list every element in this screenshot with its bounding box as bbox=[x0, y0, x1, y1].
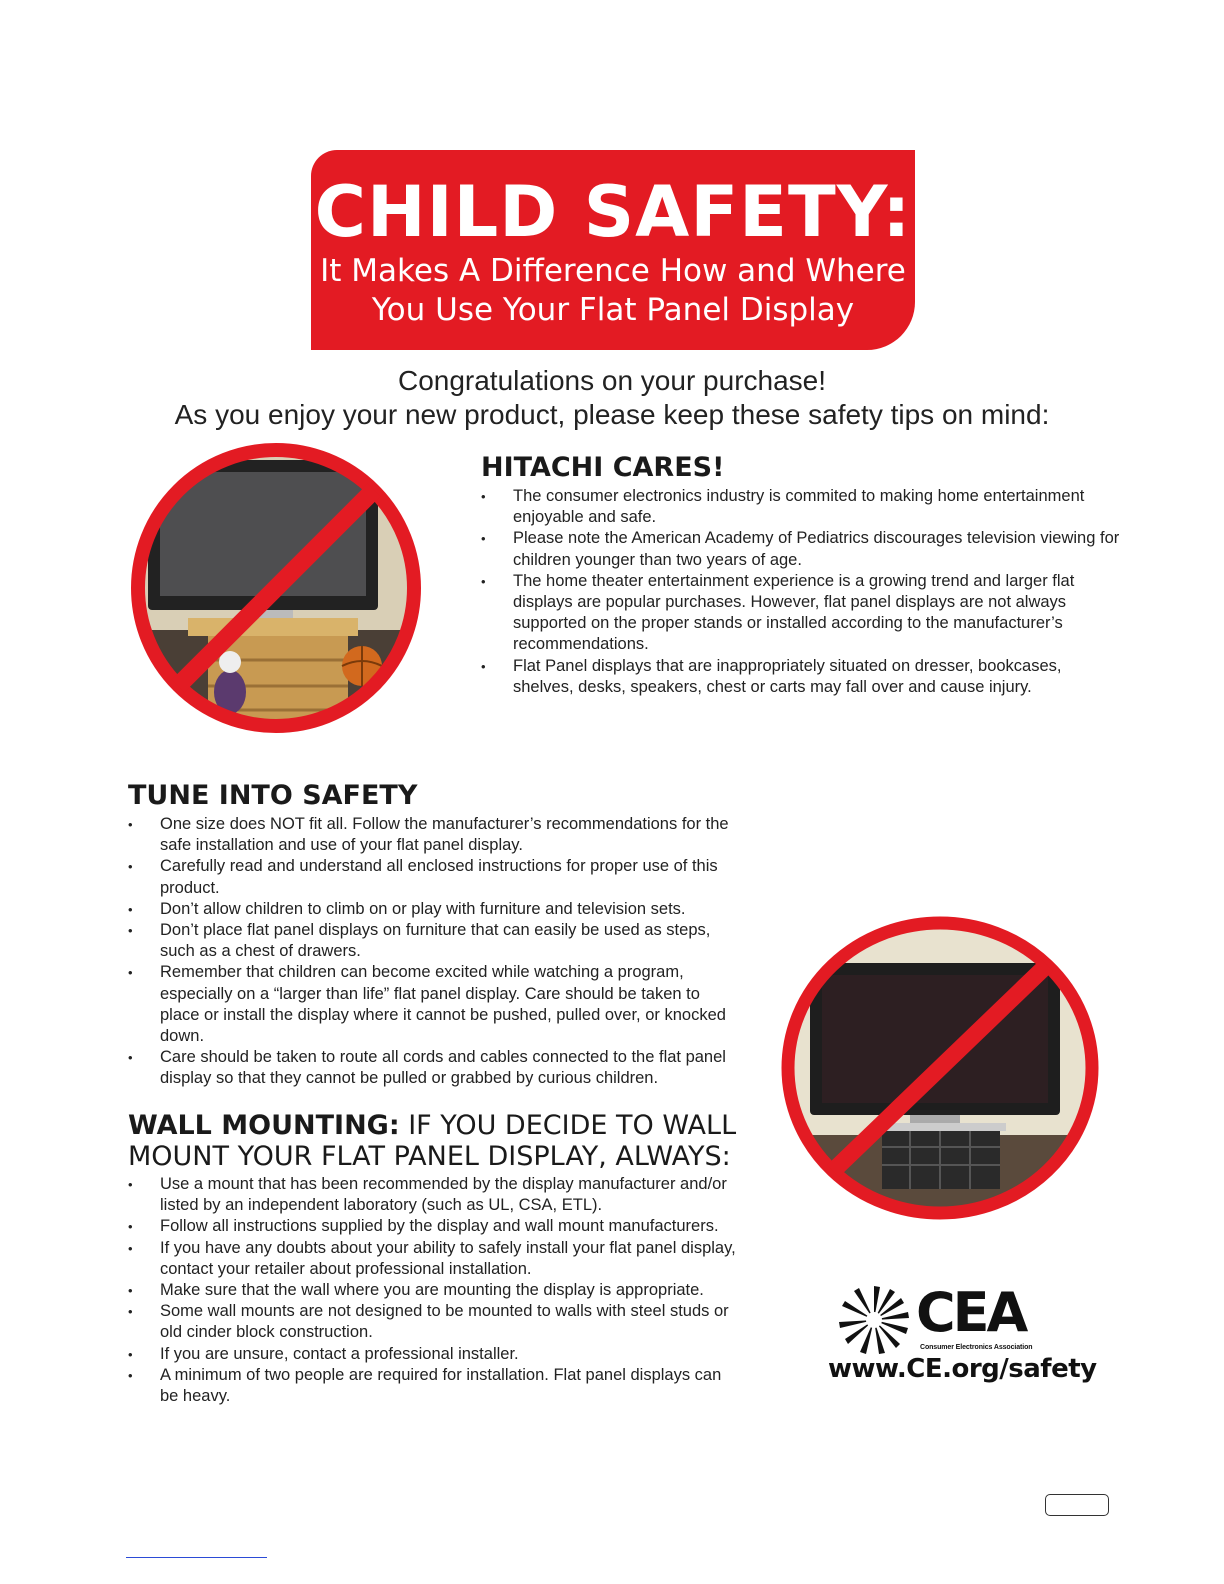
cea-full-name: Consumer Electronics Association bbox=[920, 1344, 1033, 1351]
list-item: • The home theater entertainment experience is a growing trend and larger flat displays are popular purchases. However, flat panel displays are not always supported on the proper stands or installed according to the manufacturer’s recommendations. bbox=[481, 571, 1121, 656]
banner-title: CHILD SAFETY: bbox=[314, 171, 912, 253]
tv-on-crate-warning-photo bbox=[128, 440, 424, 736]
cea-safety-url: www.CE.org/safety bbox=[828, 1354, 1097, 1384]
banner-subtitle-line1: It Makes A Difference How and Where bbox=[320, 253, 906, 289]
wall-mounting-heading bbox=[128, 1110, 738, 1172]
banner-subtitle-line2: You Use Your Flat Panel Display bbox=[371, 292, 855, 328]
hitachi-cares-list bbox=[481, 486, 1121, 698]
list-item: • Flat Panel displays that are inappropriately situated on dresser, bookcases, shelves, desks, speakers, chest or carts may fall over and cause injury. bbox=[481, 656, 1121, 698]
list-item: • Don’t allow children to climb on or play with furniture and television sets. bbox=[128, 899, 738, 920]
page-number-box bbox=[1045, 1494, 1109, 1516]
list-item: • Make sure that the wall where you are mounting the display is appropriate. bbox=[128, 1280, 738, 1301]
list-item: • Carefully read and understand all enclosed instructions for proper use of this product. bbox=[128, 856, 738, 898]
child-safety-banner bbox=[311, 150, 915, 350]
list-item: • Remember that children can become excited while watching a program, especially on a “larger than life” flat panel display. Care should be taken to place or install the display where it cannot be pushed, pulled over, or knocked down. bbox=[128, 962, 738, 1047]
hitachi-cares-heading: HITACHI CARES! bbox=[481, 452, 725, 483]
cea-starburst-icon bbox=[838, 1284, 910, 1356]
intro-line2: As you enjoy your new product, please keep these safety tips on mind: bbox=[174, 399, 1050, 430]
list-item: • A minimum of two people are required for installation. Flat panel displays can be heavy. bbox=[128, 1365, 738, 1407]
list-item: • The consumer electronics industry is commited to making home entertainment enjoyable and safe. bbox=[481, 486, 1121, 528]
tune-into-safety-section bbox=[128, 780, 738, 1090]
footer-rule bbox=[126, 1557, 267, 1558]
wall-mounting-section bbox=[128, 1110, 738, 1407]
list-item: • If you are unsure, contact a professional installer. bbox=[128, 1344, 738, 1365]
cea-logo bbox=[828, 1281, 1097, 1392]
list-item: • Please note the American Academy of Pediatrics discourages television viewing for children younger than two years of age. bbox=[481, 528, 1121, 570]
intro-line1: Congratulations on your purchase! bbox=[397, 365, 827, 396]
intro-text bbox=[0, 364, 1224, 432]
tv-wall-warning-photo bbox=[780, 915, 1100, 1221]
list-item: • If you have any doubts about your ability to safely install your flat panel display, contact your retailer about professional installation. bbox=[128, 1238, 738, 1280]
hitachi-cares-section bbox=[481, 452, 1121, 698]
list-item: • Use a mount that has been recommended by the display manufacturer and/or listed by an independent laboratory (such as UL, CSA, ETL). bbox=[128, 1174, 738, 1216]
list-item: • Don’t place flat panel displays on furniture that can easily be used as steps, such as a chest of drawers. bbox=[128, 920, 738, 962]
cea-name: CEA bbox=[916, 1281, 1026, 1344]
list-item: • Follow all instructions supplied by the display and wall mount manufacturers. bbox=[128, 1216, 738, 1237]
wall-mounting-list bbox=[128, 1174, 738, 1407]
tune-into-safety-heading: TUNE INTO SAFETY bbox=[128, 780, 418, 811]
list-item: • Some wall mounts are not designed to be mounted to walls with steel studs or old cinder block construction. bbox=[128, 1301, 738, 1343]
tune-into-safety-list bbox=[128, 814, 738, 1090]
list-item: • Care should be taken to route all cords and cables connected to the flat panel display so that they cannot be pulled or grabbed by curious children. bbox=[128, 1047, 738, 1089]
wall-mounting-heading-bold: WALL MOUNTING: bbox=[128, 1110, 400, 1141]
list-item: • One size does NOT fit all. Follow the manufacturer’s recommendations for the safe installation and use of your flat panel display. bbox=[128, 814, 738, 856]
wall-mounting-heading-rest: IF YOU DECIDE TO WALL MOUNT YOUR FLAT PANEL DISPLAY, ALWAYS: bbox=[128, 1110, 737, 1172]
